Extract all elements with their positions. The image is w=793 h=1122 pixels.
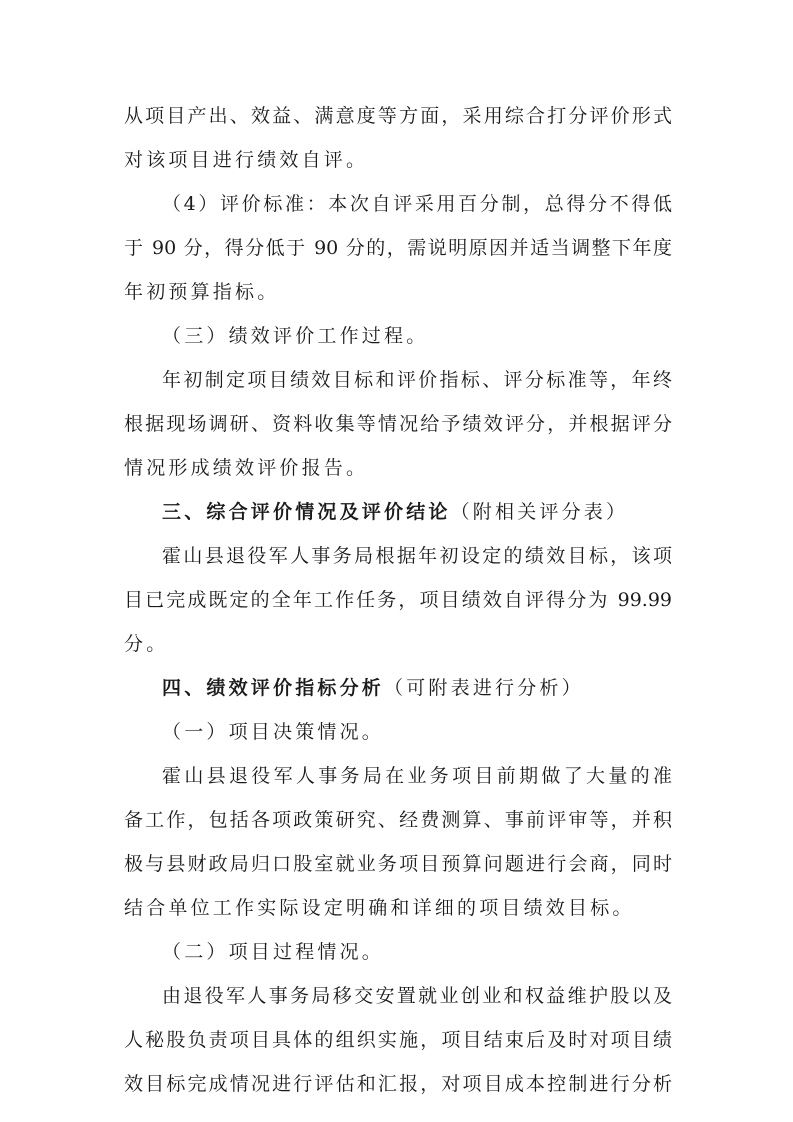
paragraph-line: 情况形成绩效评价报告。 xyxy=(124,457,369,479)
section-subheading: （三）绩效评价工作过程。 xyxy=(162,325,429,347)
section-subheading: （一）项目决策情况。 xyxy=(162,721,385,743)
paragraph-line: （4）评价标准：本次自评采用百分制，总得分不得低 xyxy=(162,193,672,215)
paragraph-line: 根据现场调研、资料收集等情况给予绩效评分，并根据评分 xyxy=(124,413,672,435)
paragraph-line: 年初制定项目绩效目标和评价指标、评分标准等，年终 xyxy=(162,369,672,391)
heading-title: 四、绩效评价指标分析 xyxy=(162,677,385,699)
section-heading-4 xyxy=(162,676,672,700)
paragraph-line: 备工作，包括各项政策研究、经费测算、事前评审等，并积 xyxy=(124,809,672,831)
heading-note: （附相关评分表） xyxy=(450,501,629,523)
section-subheading: （二）项目过程情况。 xyxy=(162,941,385,963)
paragraph-line: 结合单位工作实际设定明确和详细的项目绩效目标。 xyxy=(124,897,635,919)
paragraph-line: 年初预算指标。 xyxy=(124,281,280,303)
paragraph-line: 霍山县退役军人事务局根据年初设定的绩效目标，该项 xyxy=(162,545,672,567)
paragraph-line: 从项目产出、效益、满意度等方面，采用综合打分评价形式 xyxy=(124,105,672,127)
paragraph-line: 于 90 分，得分低于 90 分的，需说明原因并适当调整下年度 xyxy=(124,237,672,259)
paragraph-line: 目已完成既定的全年工作任务，项目绩效自评得分为 99.99 xyxy=(124,589,672,611)
paragraph-line: 霍山县退役军人事务局在业务项目前期做了大量的准 xyxy=(162,765,672,787)
paragraph-line: 由退役军人事务局移交安置就业创业和权益维护股以及 xyxy=(162,985,672,1007)
paragraph-line: 效目标完成情况进行评估和汇报，对项目成本控制进行分析 xyxy=(124,1073,672,1095)
section-heading-3 xyxy=(162,500,672,524)
paragraph-line: 人秘股负责项目具体的组织实施，项目结束后及时对项目绩 xyxy=(124,1029,672,1051)
heading-title: 三、综合评价情况及评价结论 xyxy=(162,501,451,523)
paragraph-line: 对该项目进行绩效自评。 xyxy=(124,149,369,171)
heading-note: （可附表进行分析） xyxy=(384,677,584,699)
paragraph-line: 极与县财政局归口股室就业务项目预算问题进行会商，同时 xyxy=(124,853,672,875)
paragraph-line: 分。 xyxy=(124,633,169,655)
